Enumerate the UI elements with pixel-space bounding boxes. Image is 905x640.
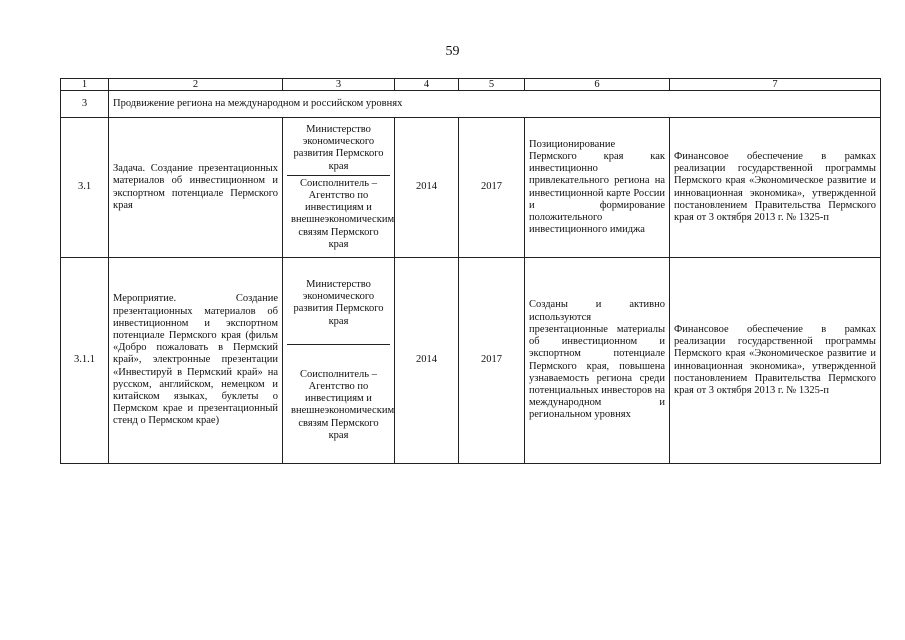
row-description: Задача. Создание презентационных материалов об инвестиционном и экспортном потенциале Пермского края: [109, 118, 283, 258]
end-year: 2017: [459, 118, 525, 258]
column-number: 7: [670, 79, 881, 91]
section-row: [61, 91, 881, 118]
section-number: 3: [61, 91, 109, 118]
column-number-row: [61, 79, 881, 91]
column-number: 5: [459, 79, 525, 91]
table-row: [61, 118, 881, 258]
column-number: 6: [525, 79, 670, 91]
row-executors: [283, 118, 395, 258]
expected-result: Созданы и активно используются презентационные материалы об инвестиционном и экспортном потенциале Пермского края, повышена узнаваемость региона среди потенциальных инвесторов на международном и региональном уровнях: [525, 258, 670, 464]
row-executors: [283, 258, 395, 464]
column-number: 1: [61, 79, 109, 91]
column-number: 2: [109, 79, 283, 91]
expected-result: Позиционирование Пермского края как инвестиционно привлекательного региона на инвестиционной карте России и формирование положительного инвестиционного имиджа: [525, 118, 670, 258]
start-year: 2014: [395, 258, 459, 464]
column-number: 4: [395, 79, 459, 91]
co-executor: Соисполнитель – Агентство по инвестициям и внешнеэкономическим связям Пермского края: [287, 344, 390, 448]
table-row: [61, 258, 881, 464]
column-number: 3: [283, 79, 395, 91]
end-year: 2017: [459, 258, 525, 464]
measures-table: [60, 78, 881, 464]
page-number: 59: [445, 44, 460, 59]
row-description: Мероприятие. Создание презентационных материалов об инвестиционном и экспортном потенциале Пермского края (фильм «Добро пожаловать в Пермский край», электронные презентации «Инвестируй в Пермский край» на русском, английском, немецком и китайском языках, буклеты о Пермском крае и презентационный стенд о Пермском крае): [109, 258, 283, 464]
executor: Министерство экономического развития Пермского края: [293, 123, 384, 172]
executor: Министерство экономического развития Пермского края: [293, 278, 384, 327]
row-number: 3.1.1: [61, 258, 109, 464]
start-year: 2014: [395, 118, 459, 258]
co-executor: Соисполнитель – Агентство по инвестициям и внешнеэкономическим связям Пермского края: [287, 175, 390, 253]
section-title: Продвижение региона на международном и российском уровнях: [109, 91, 881, 118]
row-number: 3.1: [61, 118, 109, 258]
financing: Финансовое обеспечение в рамках реализации государственной программы Пермского края «Экономическое развитие и инновационная экономика», утвержденной постановлением Правительства Пермского края от 3 октября 2013 г. № 1325-п: [670, 118, 881, 258]
financing: Финансовое обеспечение в рамках реализации государственной программы Пермского края «Экономическое развитие и инновационная экономика», утвержденной постановлением Правительства Пермского края от 3 октября 2013 г. № 1325-п: [670, 258, 881, 464]
